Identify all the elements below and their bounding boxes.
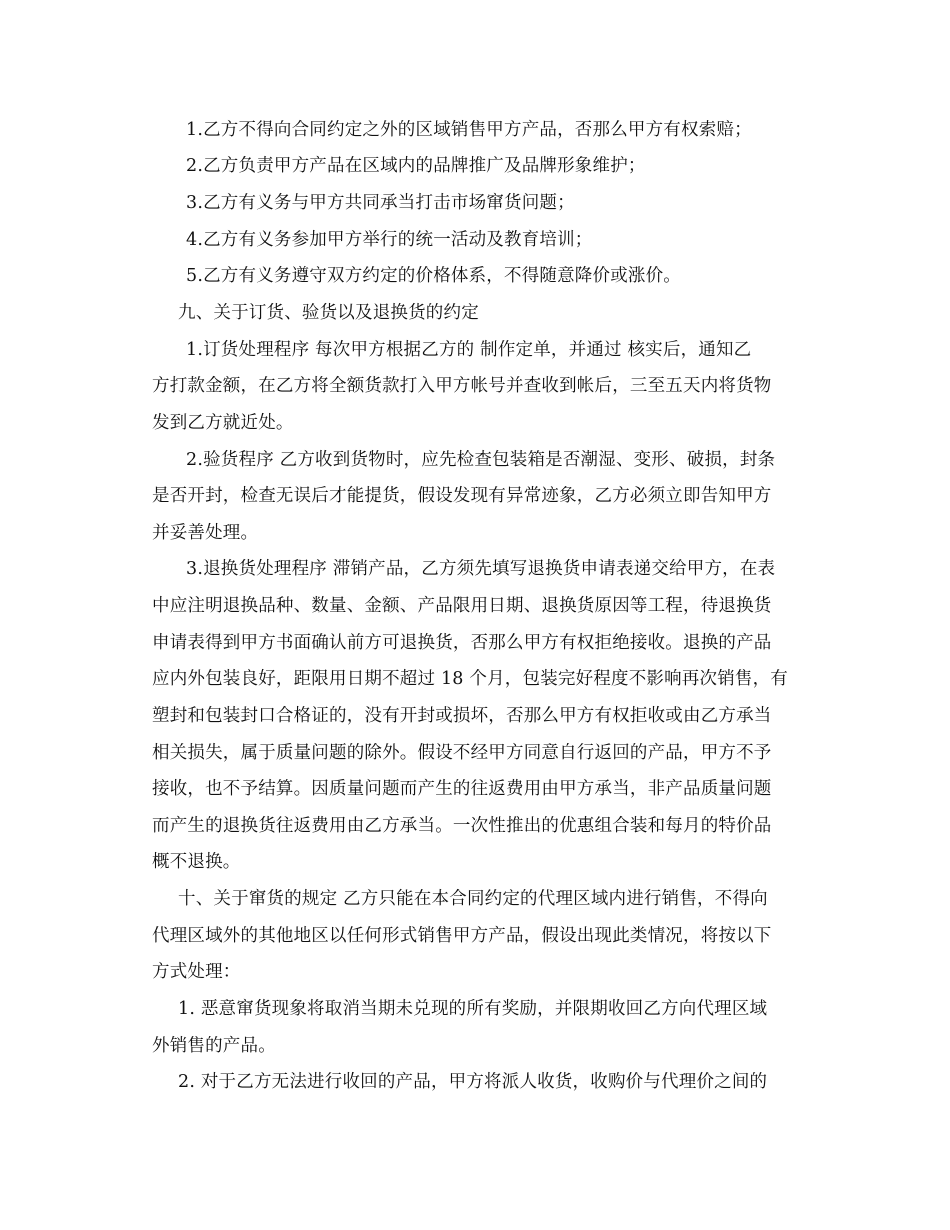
ordering-paragraph-line: 发到乙方就近处。 xyxy=(152,413,294,433)
clause-8-item-3: 3.乙方有义务与甲方共同承当打击市场窜货问题； xyxy=(186,193,575,213)
penalty-item-1-line: 1. 恶意窜货现象将取消当期未兑现的所有奖励，并限期收回乙方向代理区域 xyxy=(178,999,768,1019)
returns-paragraph-line: 概不退换。 xyxy=(152,852,241,872)
clause-8-item-4: 4.乙方有义务参加甲方举行的统一活动及教育培训； xyxy=(186,230,593,250)
returns-paragraph-line: 相关损失，属于质量问题的除外。假设不经甲方同意自行返回的产品，甲方不予 xyxy=(152,743,772,763)
section-10-paragraph-line: 方式处理： xyxy=(152,962,241,982)
inspection-paragraph-line: 并妥善处理。 xyxy=(152,523,259,543)
inspection-paragraph-line: 是否开封，检查无误后才能提货，假设发现有异常迹象，乙方必须立即告知甲方 xyxy=(152,486,772,506)
penalty-item-1-line: 外销售的产品。 xyxy=(152,1036,276,1056)
section-9-heading: 九、关于订货、验货以及退换货的约定 xyxy=(178,303,479,323)
clause-8-item-2: 2.乙方负责甲方产品在区域内的品牌推广及品牌形象维护； xyxy=(186,156,646,176)
returns-paragraph-line: 接收，也不予结算。因质量问题而产生的往返费用由甲方承当，非产品质量问题 xyxy=(152,779,772,799)
returns-paragraph-line: 中应注明退换品种、数量、金额、产品限用日期、退换货原因等工程，待退换货 xyxy=(152,596,772,616)
returns-paragraph-line: 而产生的退换货往返费用由乙方承当。一次性推出的优惠组合装和每月的特价品 xyxy=(152,816,772,836)
inspection-paragraph-line: 2.验货程序 乙方收到货物时，应先检查包装箱是否潮湿、变形、破损，封条 xyxy=(186,450,776,470)
clause-8-item-5: 5.乙方有义务遵守双方约定的价格体系，不得随意降价或涨价。 xyxy=(186,266,681,286)
returns-paragraph-line: 3.退换货处理程序 滞销产品，乙方须先填写退换货申请表递交给甲方，在表 xyxy=(186,559,776,579)
returns-paragraph-line: 应内外包装良好，距限用日期不超过 18 个月，包装完好程度不影响再次销售，有 xyxy=(152,669,788,689)
penalty-item-2-line: 2. 对于乙方无法进行收回的产品，甲方将派人收货，收购价与代理价之间的 xyxy=(178,1072,768,1092)
returns-paragraph-line: 塑封和包装封口合格证的，没有开封或损坏，否那么甲方有权拒收或由乙方承当 xyxy=(152,706,772,726)
section-10-paragraph-line: 十、关于窜货的规定 乙方只能在本合同约定的代理区域内进行销售，不得向 xyxy=(178,889,768,909)
ordering-paragraph-line: 1.订货处理程序 每次甲方根据乙方的 制作定单，并通过 核实后，通知乙 xyxy=(186,340,752,360)
returns-paragraph-line: 申请表得到甲方书面确认前方可退换货，否那么甲方有权拒绝接收。退换的产品 xyxy=(152,633,772,653)
section-10-paragraph-line: 代理区域外的其他地区以任何形式销售甲方产品，假设出现此类情况，将按以下 xyxy=(152,926,772,946)
clause-8-item-1: 1.乙方不得向合同约定之外的区域销售甲方产品，否那么甲方有权索赔； xyxy=(186,120,752,140)
ordering-paragraph-line: 方打款金额，在乙方将全额货款打入甲方帐号并查收到帐后，三至五天内将货物 xyxy=(152,376,772,396)
